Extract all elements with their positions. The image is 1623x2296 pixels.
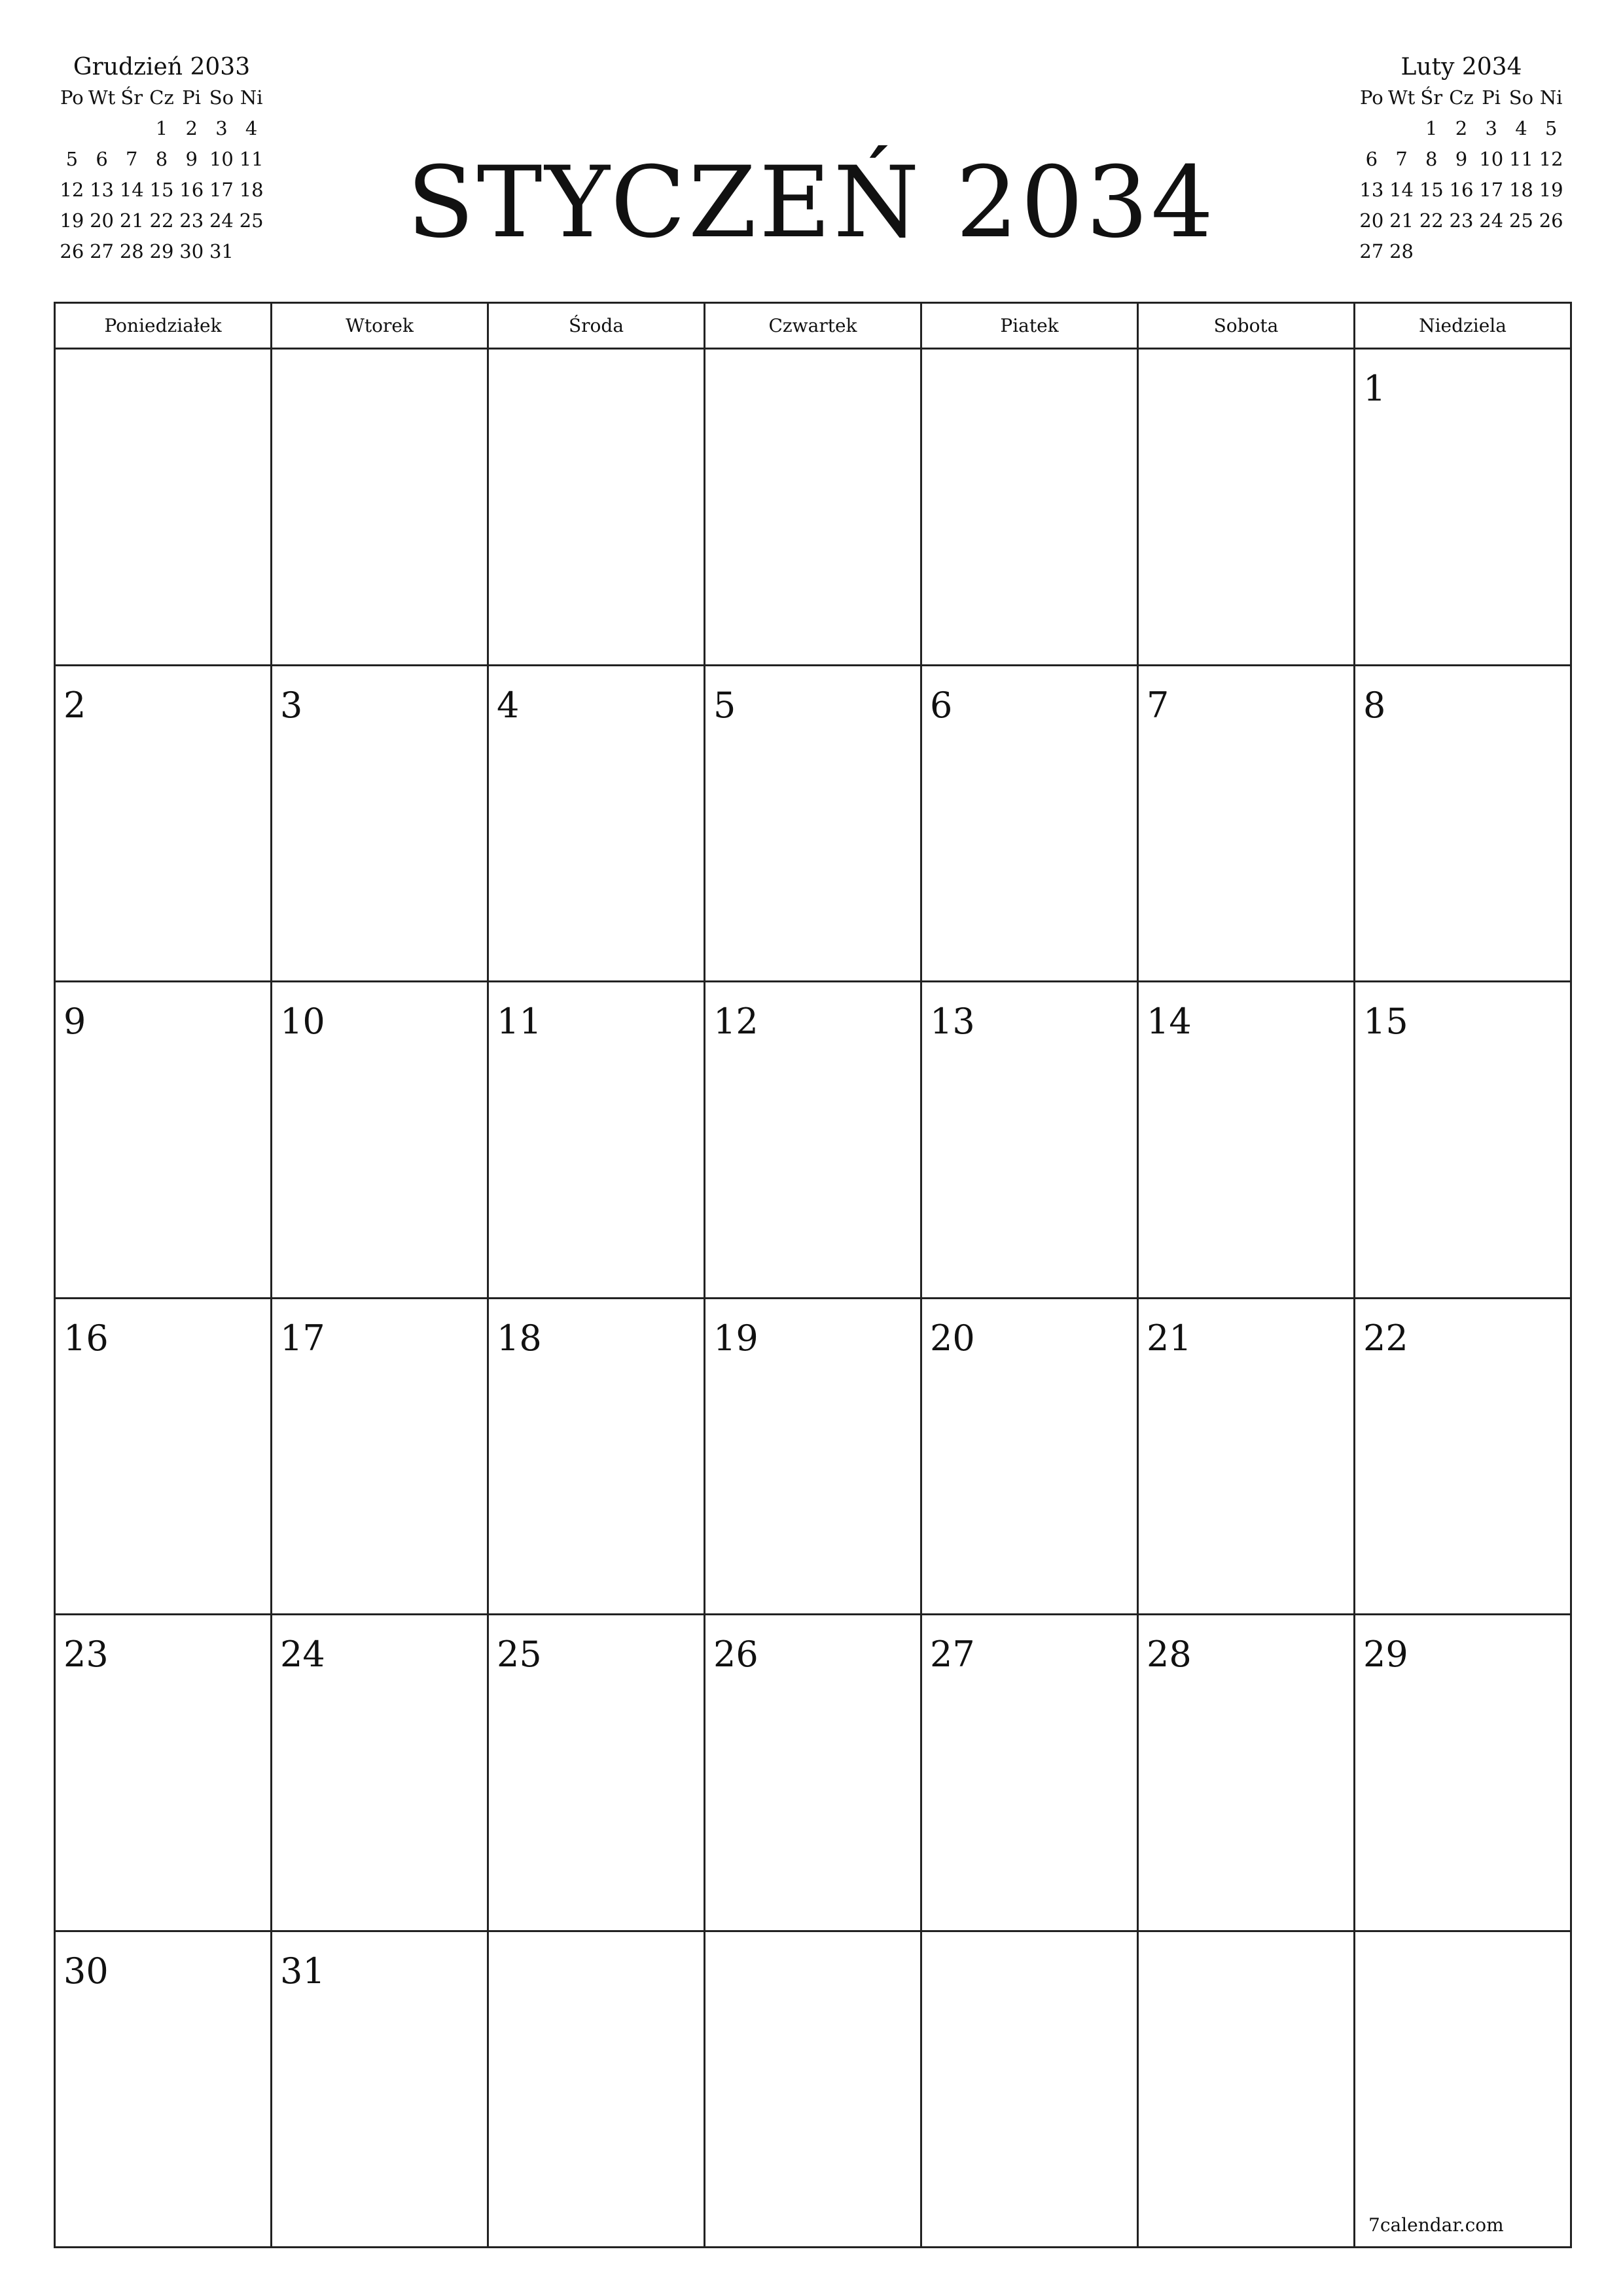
mini-day: 3 — [1485, 117, 1497, 139]
day-cell — [272, 1299, 489, 1616]
mini-day: 18 — [239, 179, 264, 201]
mini-day — [1387, 113, 1417, 144]
weekday-header: Niedziela — [1355, 304, 1572, 350]
weekday-header: Sobota — [1139, 304, 1355, 350]
day-cell — [489, 1615, 705, 1932]
mini-day: 17 — [209, 179, 234, 201]
mini-day: 9 — [1455, 148, 1468, 170]
mini-weekday: Ni — [240, 86, 263, 109]
day-cell — [705, 350, 922, 666]
mini-day: 6 — [1365, 148, 1378, 170]
day-cell — [272, 666, 489, 983]
day-number: 6 — [930, 684, 953, 726]
mini-weekday: Cz — [1449, 86, 1474, 109]
mini-day: 14 — [119, 179, 144, 201]
mini-day: 16 — [179, 179, 204, 201]
mini-day: 8 — [1425, 148, 1438, 170]
day-number: 4 — [497, 684, 520, 726]
day-number: 3 — [280, 684, 303, 726]
day-cell — [1355, 1615, 1572, 1932]
mini-weekday: So — [1508, 86, 1534, 109]
day-number: 10 — [280, 1001, 325, 1042]
mini-weekday: Po — [60, 86, 84, 109]
weekday-header: Piatek — [922, 304, 1139, 350]
day-cell — [1139, 666, 1355, 983]
mini-day: 30 — [179, 240, 204, 262]
day-cell — [1355, 1932, 1572, 2249]
mini-day: 6 — [96, 148, 108, 170]
mini-day: 27 — [1359, 240, 1384, 262]
day-cell — [56, 1615, 272, 1932]
day-cell — [1355, 350, 1572, 666]
day-cell — [922, 350, 1139, 666]
day-cell — [56, 666, 272, 983]
mini-day: 1 — [155, 117, 168, 139]
mini-day — [87, 113, 117, 144]
weekday-header: Wtorek — [272, 304, 489, 350]
mini-day: 4 — [245, 117, 258, 139]
mini-day: 7 — [126, 148, 138, 170]
day-cell — [922, 1615, 1139, 1932]
day-number: 26 — [713, 1634, 758, 1675]
mini-day: 15 — [1419, 179, 1444, 201]
day-cell — [56, 982, 272, 1299]
day-number: 18 — [497, 1317, 542, 1359]
website-credit: 7calendar.com — [1368, 2214, 1504, 2236]
day-cell — [922, 1932, 1139, 2249]
mini-day: 24 — [209, 209, 234, 232]
day-number: 27 — [930, 1634, 975, 1675]
day-number: 19 — [713, 1317, 758, 1359]
day-number: 15 — [1363, 1001, 1408, 1042]
day-cell — [1355, 982, 1572, 1299]
day-cell — [1139, 1932, 1355, 2249]
mini-day: 3 — [215, 117, 228, 139]
day-cell — [705, 666, 922, 983]
day-number: 8 — [1363, 684, 1386, 726]
day-cell — [922, 982, 1139, 1299]
day-cell — [705, 1299, 922, 1616]
mini-day: 7 — [1395, 148, 1408, 170]
mini-day: 25 — [1508, 209, 1533, 232]
mini-weekday: Pi — [1482, 86, 1501, 109]
mini-day — [116, 113, 147, 144]
mini-day: 26 — [60, 240, 84, 262]
day-cell — [1139, 1299, 1355, 1616]
day-cell — [56, 1932, 272, 2249]
mini-weekday: Po — [1359, 86, 1383, 109]
day-number: 17 — [280, 1317, 325, 1359]
mini-weekday: Wt — [88, 86, 116, 109]
day-number: 7 — [1147, 684, 1169, 726]
mini-calendar-title: Luty 2034 — [1400, 54, 1522, 81]
mini-day: 25 — [239, 209, 264, 232]
day-cell — [272, 1932, 489, 2249]
mini-day: 4 — [1515, 117, 1527, 139]
day-cell — [1139, 350, 1355, 666]
day-cell — [489, 982, 705, 1299]
weekday-header: Poniedziałek — [56, 304, 272, 350]
mini-day: 5 — [1544, 117, 1558, 139]
mini-day: 2 — [1455, 117, 1468, 139]
month-calendar-grid — [54, 302, 1572, 2248]
day-number: 1 — [1363, 368, 1386, 409]
mini-day — [57, 113, 87, 144]
mini-day: 27 — [90, 240, 115, 262]
mini-day: 29 — [149, 240, 174, 262]
mini-day: 21 — [119, 209, 144, 232]
mini-day: 23 — [1449, 209, 1474, 232]
day-cell — [705, 1615, 922, 1932]
mini-day: 28 — [1389, 240, 1414, 262]
day-cell — [56, 350, 272, 666]
mini-weekday: Pi — [182, 86, 202, 109]
mini-day: 14 — [1389, 179, 1414, 201]
mini-weekday: So — [209, 86, 234, 109]
day-cell — [1355, 666, 1572, 983]
mini-day: 1 — [1425, 117, 1438, 139]
day-cell — [1139, 1615, 1355, 1932]
mini-day: 5 — [65, 148, 79, 170]
day-number: 31 — [280, 1950, 325, 1992]
mini-day: 11 — [1508, 148, 1533, 170]
mini-weekday: Śr — [1420, 86, 1443, 109]
day-number: 29 — [1363, 1634, 1408, 1675]
day-cell — [272, 350, 489, 666]
mini-day: 12 — [60, 179, 84, 201]
day-number: 24 — [280, 1634, 325, 1675]
weekday-header: Czwartek — [705, 304, 922, 350]
day-cell — [272, 982, 489, 1299]
mini-day: 12 — [1539, 148, 1563, 170]
mini-day: 16 — [1449, 179, 1474, 201]
day-number: 20 — [930, 1317, 975, 1359]
mini-weekday: Ni — [1539, 86, 1563, 109]
day-cell — [705, 982, 922, 1299]
mini-day: 19 — [1539, 179, 1563, 201]
mini-day: 9 — [185, 148, 198, 170]
page-title: STYCZEŃ 2034 — [406, 146, 1217, 260]
day-cell — [489, 666, 705, 983]
day-cell — [1139, 982, 1355, 1299]
day-cell — [922, 1299, 1139, 1616]
mini-day: 21 — [1389, 209, 1414, 232]
mini-day: 8 — [155, 148, 168, 170]
day-number: 28 — [1147, 1634, 1192, 1675]
mini-calendar-title: Grudzień 2033 — [73, 54, 251, 81]
day-number: 14 — [1147, 1001, 1192, 1042]
day-cell — [489, 350, 705, 666]
day-cell — [489, 1932, 705, 2249]
mini-weekday: Śr — [120, 86, 143, 109]
day-number: 12 — [713, 1001, 758, 1042]
day-number: 9 — [63, 1001, 86, 1042]
day-number: 30 — [63, 1950, 109, 1992]
day-number: 2 — [63, 684, 86, 726]
weekday-header: Środa — [489, 304, 705, 350]
day-number: 5 — [713, 684, 736, 726]
day-cell — [489, 1299, 705, 1616]
mini-day: 24 — [1479, 209, 1504, 232]
mini-weekday: Wt — [1387, 86, 1416, 109]
day-cell — [1355, 1299, 1572, 1616]
mini-day: 20 — [90, 209, 115, 232]
day-number: 13 — [930, 1001, 975, 1042]
mini-day: 11 — [239, 148, 264, 170]
mini-day: 20 — [1359, 209, 1384, 232]
day-cell — [56, 1299, 272, 1616]
day-number: 22 — [1363, 1317, 1408, 1359]
mini-day: 13 — [90, 179, 115, 201]
day-number: 16 — [63, 1317, 109, 1359]
mini-day: 13 — [1359, 179, 1384, 201]
day-number: 11 — [497, 1001, 542, 1042]
mini-day: 22 — [1419, 209, 1444, 232]
mini-day: 2 — [185, 117, 198, 139]
mini-day: 22 — [149, 209, 174, 232]
mini-day: 10 — [1479, 148, 1504, 170]
mini-day: 17 — [1479, 179, 1504, 201]
mini-day: 28 — [119, 240, 144, 262]
day-cell — [705, 1932, 922, 2249]
mini-day: 26 — [1539, 209, 1563, 232]
mini-day: 18 — [1508, 179, 1533, 201]
mini-day: 31 — [209, 240, 234, 262]
mini-day: 19 — [60, 209, 84, 232]
mini-weekday: Cz — [149, 86, 174, 109]
day-number: 23 — [63, 1634, 109, 1675]
mini-day: 23 — [179, 209, 204, 232]
day-number: 25 — [497, 1634, 542, 1675]
mini-day: 10 — [209, 148, 234, 170]
mini-day — [1357, 113, 1387, 144]
day-cell — [922, 666, 1139, 983]
day-cell — [272, 1615, 489, 1932]
mini-day: 15 — [149, 179, 174, 201]
day-number: 21 — [1147, 1317, 1192, 1359]
